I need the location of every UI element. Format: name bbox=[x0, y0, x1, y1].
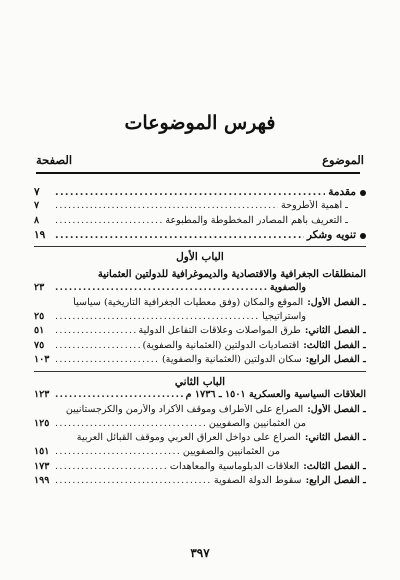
toc-entry-p2-ch4[interactable] bbox=[34, 475, 366, 489]
subject-column-header: الموضوع bbox=[322, 153, 364, 167]
entry-page: ٨ bbox=[34, 214, 40, 226]
entry-text: من العثمانيين والصفويين bbox=[208, 417, 306, 429]
leader-dots bbox=[55, 282, 267, 293]
entry-text: سكان الدولتين (العثمانية والصفوية) bbox=[161, 353, 302, 365]
leader-dots bbox=[55, 215, 162, 226]
leader-dots bbox=[55, 354, 159, 365]
entry-text: تنويه وشكر bbox=[306, 228, 356, 241]
toc-entries bbox=[34, 186, 366, 489]
page-number: ٣٩٧ bbox=[190, 546, 210, 560]
entry-text: سقوط الدولة الصفوية bbox=[213, 475, 302, 487]
leader-dots bbox=[55, 229, 304, 241]
chapter-label: ـ الفصل الرابع: bbox=[305, 475, 366, 487]
entry-page: ١٧٣ bbox=[34, 460, 50, 472]
toc-entry-p2-ch1-cont[interactable] bbox=[34, 418, 366, 432]
leader-dots bbox=[55, 389, 183, 400]
entry-page: ٢٥ bbox=[34, 311, 45, 323]
entry-page: ١٠٣ bbox=[34, 353, 50, 365]
toc-entry-part-two-heading[interactable] bbox=[34, 389, 366, 403]
header-rule bbox=[36, 172, 360, 174]
entry-page: ١٥١ bbox=[34, 446, 50, 458]
entry-text: مقدمة bbox=[328, 186, 356, 198]
entry-page: ١٢٣ bbox=[34, 389, 50, 401]
entry-text: من العثمانيين والصفويين bbox=[182, 446, 280, 458]
entry-text: واستراتيجياً bbox=[262, 311, 306, 323]
toc-entry-p1-ch3[interactable] bbox=[34, 340, 366, 354]
toc-entry-p1-ch1-cont[interactable] bbox=[34, 311, 366, 325]
entry-page: ٧ bbox=[34, 200, 40, 212]
leader-dots bbox=[55, 461, 167, 472]
toc-entry-p2-ch3[interactable] bbox=[34, 461, 366, 475]
entry-text: الصراع على الأطراف وموقف الأكراد والأرمن والكرجستانيين bbox=[65, 403, 304, 415]
section-divider bbox=[34, 246, 366, 247]
chapter-label: ـ الفصل الثالث: bbox=[303, 460, 366, 472]
leader-dots bbox=[55, 200, 278, 211]
page-title: فهرس الموضوعات bbox=[124, 112, 276, 134]
toc-entry-p1-ch2[interactable] bbox=[34, 325, 366, 339]
entry-text: طرق المواصلات وعلاقات التفاعل الدولية bbox=[138, 325, 301, 337]
toc-entry-p1-ch1[interactable] bbox=[34, 297, 366, 311]
toc-entry-p2-ch2[interactable] bbox=[34, 432, 366, 446]
chapter-label: ـ الفصل الثاني: bbox=[304, 432, 366, 444]
entry-page: ٥١ bbox=[34, 325, 45, 337]
toc-entry-part-one-heading[interactable] bbox=[34, 282, 366, 296]
leader-dots bbox=[55, 418, 206, 429]
entry-text: الموقع والمكان (وفق معطيات الجغرافية التاريخية) سياسياً bbox=[73, 296, 304, 308]
leader-dots bbox=[55, 311, 259, 322]
toc-entry-p2-ch1[interactable] bbox=[34, 404, 366, 418]
chapter-label: ـ الفصل الرابع: bbox=[305, 353, 366, 365]
entry-page: ١٩٩ bbox=[34, 475, 50, 487]
part-one-heading: المنطلقات الجغرافية والاقتصادية والديموغرافية للدولتين العثمانية bbox=[97, 269, 366, 281]
entry-page: ١٢٥ bbox=[34, 417, 50, 429]
leader-dots bbox=[55, 340, 140, 351]
toc-entry-acknowledgement[interactable] bbox=[34, 229, 366, 243]
entry-page: ٧ bbox=[34, 186, 40, 198]
entry-page: ١٩ bbox=[34, 228, 46, 241]
toc-entry-intro[interactable] bbox=[34, 186, 366, 200]
entry-text: اقتصاديات الدولتين (العثمانية والصفوية) bbox=[142, 339, 300, 351]
toc-entry-p2-ch2-cont[interactable] bbox=[34, 446, 366, 460]
chapter-label: ـ الفصل الثاني: bbox=[304, 325, 366, 337]
entry-text: ـ أهمية الأطروحة bbox=[281, 200, 348, 212]
toc-entry-sources[interactable] bbox=[34, 215, 366, 229]
entry-page: ٢٣ bbox=[34, 282, 45, 294]
leader-dots bbox=[55, 475, 211, 486]
entry-page: ٧٥ bbox=[34, 339, 45, 351]
entry-text: العلاقات السياسية والعسكرية ١٥٠١ ـ ١٧٣٦ م bbox=[185, 389, 366, 401]
leader-dots bbox=[55, 446, 180, 457]
toc-entry-p1-ch4[interactable] bbox=[34, 354, 366, 368]
leader-dots bbox=[55, 325, 136, 336]
entry-text: العلاقات الدبلوماسية والمعاهدات bbox=[169, 460, 300, 472]
page-column-header: الصفحة bbox=[36, 153, 73, 167]
toc-entry-thesis-importance[interactable] bbox=[34, 200, 366, 214]
part-one-title: الباب الأول bbox=[176, 251, 224, 264]
entry-text: والصفوية bbox=[269, 282, 306, 294]
chapter-label: ـ الفصل الثالث: bbox=[303, 339, 366, 351]
leader-dots bbox=[55, 186, 325, 198]
part-two-title: الباب الثاني bbox=[174, 376, 226, 389]
chapter-label: ـ الفصل الأول: bbox=[307, 403, 366, 415]
entry-text: ـ التعريف بأهم المصادر المخطوطة والمطبوعة bbox=[165, 214, 348, 226]
entry-text: الصراع على دواخل العراق العربي وموقف القبائل العربية bbox=[76, 432, 301, 444]
section-divider bbox=[34, 371, 366, 372]
chapter-label: ـ الفصل الأول: bbox=[307, 296, 366, 308]
